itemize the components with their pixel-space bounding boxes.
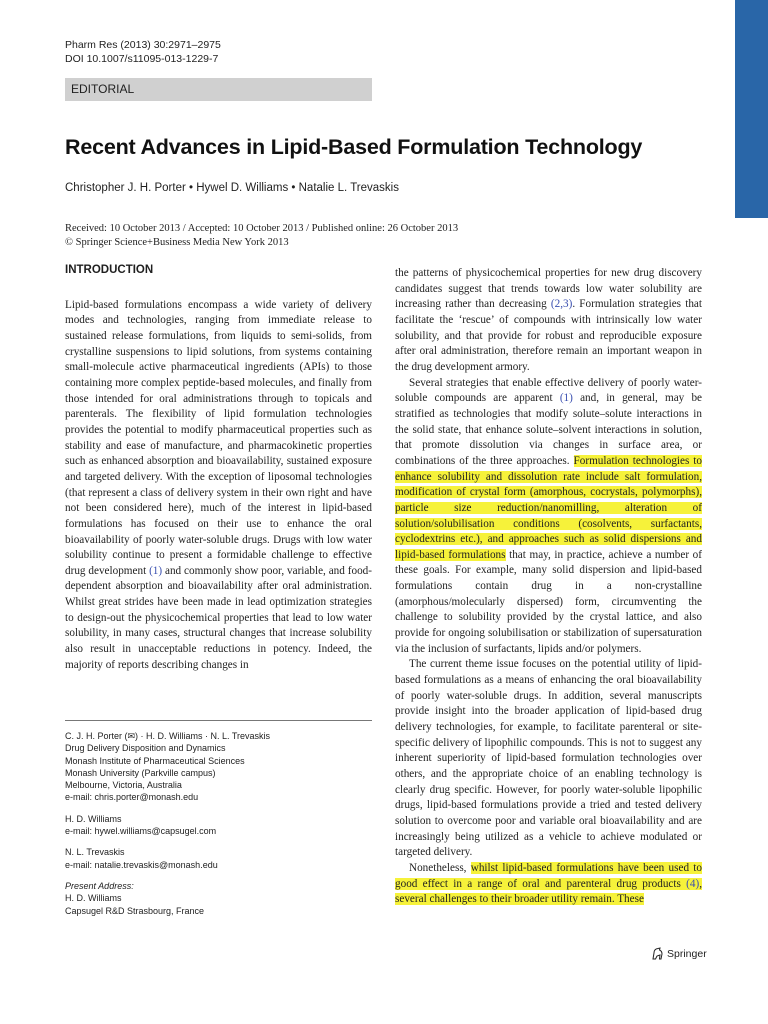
citation-link[interactable]: (2,3) xyxy=(550,298,573,311)
left-column xyxy=(65,263,372,673)
copyright-notice: © Springer Science+Business Media New York 2013 xyxy=(65,237,289,248)
email-link[interactable]: e-mail: hywel.williams@capsugel.com xyxy=(65,826,217,837)
section-heading: INTRODUCTION xyxy=(65,264,154,276)
article-title: Recent Advances in Lipid-Based Formulation Technology xyxy=(65,135,643,159)
paragraph: Nonetheless, whilst lipid-based formulations have been used to good effect in a range of oral and parenteral drug products (4), several challenges to their broader utility remain. These xyxy=(395,861,702,906)
affiliation-block: H. D. Williams e-mail: hywel.williams@capsugel.com xyxy=(65,813,375,838)
affiliation-divider xyxy=(65,720,372,721)
journal-color-tab xyxy=(735,0,768,218)
present-address-label: Present Address: xyxy=(65,880,134,891)
journal-reference xyxy=(65,38,221,66)
affiliation-block: C. J. H. Porter (✉) · H. D. Williams · N. L. Trevaskis Drug Delivery Disposition and Dynamics Monash Institute of Pharmaceutical Sciences Monash University (Parkville campus) Melbourne, Victoria, Australia e-mail: chris.porter@monash.edu xyxy=(65,730,375,804)
paragraph: The current theme issue focuses on the potential utility of lipid-based formulations as a means of enhancing the oral bioavailability of poorly water-soluble drugs. In addition, several manuscripts provide insight into the broader application of lipid-based drug delivery technologies, for example, to facilitate parenteral or site-specific delivery of lipophilic compounds. This is not to suggest any inherent superiority of lipid-based formulation technologies over others, and the appropriate choice of an enabling technology is clearly drug specific. However, for poorly water-soluble lipophilic drugs, lipid-based formulations provide a tried and tested delivery solution to overcome poor and variable oral bioavailability and are increasingly being utilized as a vehicle to achieve modulated or targeted delivery. xyxy=(395,658,702,859)
paragraph: the patterns of physicochemical properties for new drug discovery candidates suggest that trends towards low water solubility are increasing rather than decreasing (2,3). Formulation strategies that facilitate the ‘rescue’ of compounds with intrinsically low water solubility, and that provide for robust and reproducible exposure after oral administration, therefore remain an important weapon in the drug development armory. xyxy=(395,267,702,373)
paragraph: Lipid-based formulations encompass a wide variety of delivery modes and technologies, ranging from immediate release to sustained release formulations, from liquids to semi-solids, from crystalline suspensions to lipid solutions, from systems containing small-molecule active pharmaceutical ingredients (APIs) to those containing more complex peptide-based molecules, and finally from those intended for oral administrations through to topicals and parenterals. The flexibility of lipid formulation technologies provides the potential to modify pharmaceutical properties such as stability and ease of manufacture, and pharmacokinetic properties such as enhanced absorption and bioavailability, sustained exposure and targeted delivery. With the exception of liposomal technologies (that represent a class of delivery system in their own right and have not been considered here), much of the interest in lipid-based formulations has focused on their use to enhance the oral bioavailability of poorly water-soluble drugs. Drugs with low water solubility continue to present a formidable challenge to effective drug development (1) and commonly show poor, variable, and food-dependent absorption and bioavailability after oral administration. Whilst great strides have been made in lead optimization strategies to design-out the physicochemical properties that lead to low water solubility, in many cases, structural changes that increase solubility also result in unacceptable reductions in potency. Indeed, the majority of reports describing changes in xyxy=(65,298,372,671)
citation-link[interactable]: (1) xyxy=(559,392,573,405)
email-link[interactable]: e-mail: natalie.trevaskis@monash.edu xyxy=(65,859,218,870)
highlighted-text: , several challenges to their broader utility remain. These xyxy=(395,877,702,906)
received-accepted-dates: Received: 10 October 2013 / Accepted: 10 October 2013 / Published online: 26 October 2013 xyxy=(65,223,459,234)
affiliation-block: Present Address: H. D. Williams Capsugel R&D Strasbourg, France xyxy=(65,880,375,917)
email-link[interactable]: e-mail: chris.porter@monash.edu xyxy=(65,792,199,803)
affiliation-block: N. L. Trevaskis e-mail: natalie.trevaskis@monash.edu xyxy=(65,846,375,871)
citation-link[interactable]: (1) xyxy=(149,564,163,577)
right-column xyxy=(395,266,702,908)
springer-horse-logo-icon xyxy=(651,947,664,960)
publication-dates xyxy=(65,222,458,250)
citation-link[interactable]: (4) xyxy=(686,877,700,890)
publisher-logo xyxy=(651,947,707,960)
highlighted-text: Formulation technologies to enhance solubility and dissolution rate include salt formulation, modification of crystal form (amorphous, cocrystals, polymorphs), particle size reduction/nanomilling, alteration of solution/solubilisation conditions (cosolvents, surfactants, cyclodextrins etc.), and approaches such as solid dispersions and lipid-based formulations xyxy=(395,454,703,561)
doi[interactable]: DOI 10.1007/s11095-013-1229-7 xyxy=(65,53,219,65)
section-label: EDITORIAL xyxy=(65,78,372,101)
author-list: Christopher J. H. Porter • Hywel D. Williams • Natalie L. Trevaskis xyxy=(65,182,399,194)
affiliations xyxy=(65,730,375,926)
journal-citation: Pharm Res (2013) 30:2971–2975 xyxy=(65,39,221,51)
publisher-name: Springer xyxy=(667,947,707,960)
highlighted-text: whilst lipid-based formulations have been used to good effect in a range of oral and parenteral drug products xyxy=(395,861,702,890)
paragraph: Several strategies that enable effective delivery of poorly water-soluble compounds are apparent (1) and, in general, may be stratified as technologies that modify solute–solute interactions in the solid state, that enhance solute–solvent interactions in solution, that promote dissolution via changes in surface area, or combinations of the three approaches. Formulation technologies to enhance solubility and dissolution rate include salt formulation, modification of crystal form (amorphous, cocrystals, polymorphs), particle size reduction/nanomilling, alteration of solution/solubilisation conditions (cosolvents, surfactants, cyclodextrins etc.), and approaches such as solid dispersions and lipid-based formulations that may, in practice, achieve a number of these goals. For example, many solid dispersion and lipid-based formulations contain drug in a non-crystalline (amorphous/molecularly dispersed) form, circumventing the challenge to solubility provided by the crystal lattice, and also provide for ongoing solubilisation or stabilization of supersaturation via the inclusion of surfactants, lipids and/or polymers. xyxy=(395,376,703,655)
